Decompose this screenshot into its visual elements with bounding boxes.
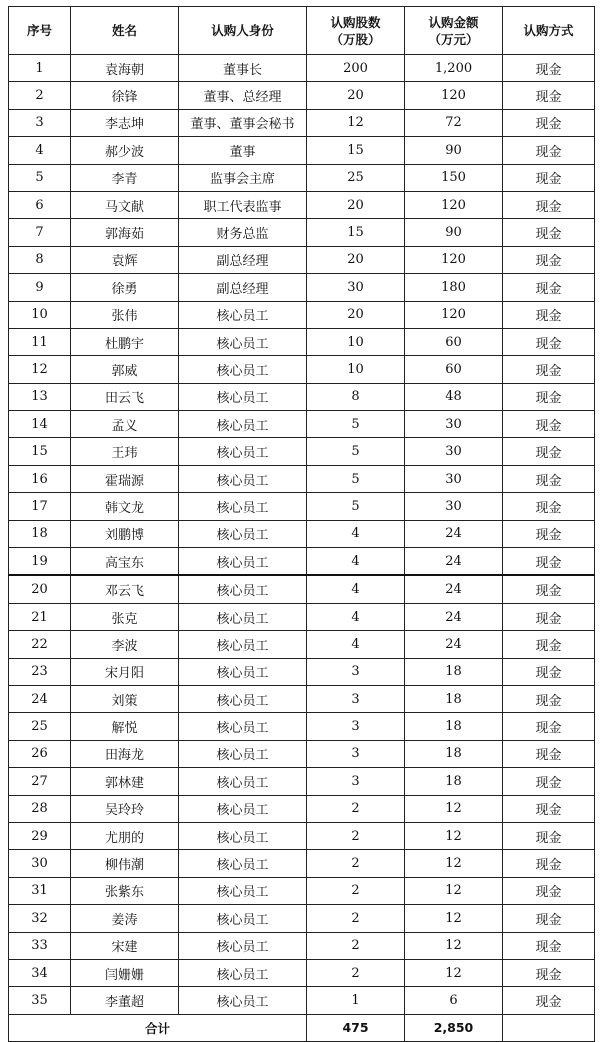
table-body <box>9 55 595 1015</box>
cell-method: 现金 <box>503 575 595 603</box>
cell-shares: 2 <box>307 877 405 904</box>
cell-shares: 25 <box>307 164 405 191</box>
cell-shares: 4 <box>307 520 405 547</box>
table-row <box>9 246 595 273</box>
cell-amount: 60 <box>405 356 503 383</box>
cell-amount: 12 <box>405 877 503 904</box>
cell-index: 13 <box>9 383 71 410</box>
cell-method: 现金 <box>503 905 595 932</box>
cell-amount: 48 <box>405 383 503 410</box>
cell-method: 现金 <box>503 465 595 492</box>
cell-shares: 8 <box>307 383 405 410</box>
cell-index: 8 <box>9 246 71 273</box>
cell-identity: 核心员工 <box>179 493 307 520</box>
table-row <box>9 411 595 438</box>
cell-method: 现金 <box>503 795 595 822</box>
cell-shares: 2 <box>307 822 405 849</box>
cell-name: 马文献 <box>71 191 179 218</box>
cell-shares: 30 <box>307 274 405 301</box>
cell-name: 田云飞 <box>71 383 179 410</box>
table-row <box>9 740 595 767</box>
total-row <box>9 1014 595 1041</box>
cell-identity: 董事、总经理 <box>179 82 307 109</box>
table-header <box>9 7 595 55</box>
cell-method: 现金 <box>503 55 595 82</box>
cell-method: 现金 <box>503 219 595 246</box>
header-text: （万元） <box>428 31 479 47</box>
subscription-table-container <box>8 6 594 1042</box>
cell-method: 现金 <box>503 987 595 1014</box>
cell-shares: 2 <box>307 905 405 932</box>
table-row <box>9 55 595 82</box>
cell-method: 现金 <box>503 658 595 685</box>
cell-identity: 董事长 <box>179 55 307 82</box>
cell-name: 郭威 <box>71 356 179 383</box>
cell-method: 现金 <box>503 383 595 410</box>
cell-index: 24 <box>9 685 71 712</box>
table-row <box>9 438 595 465</box>
cell-amount: 12 <box>405 932 503 959</box>
cell-identity: 副总经理 <box>179 246 307 273</box>
header-text: 序号 <box>26 23 52 38</box>
cell-shares: 5 <box>307 465 405 492</box>
table-row <box>9 356 595 383</box>
cell-name: 王玮 <box>71 438 179 465</box>
cell-index: 26 <box>9 740 71 767</box>
cell-shares: 5 <box>307 411 405 438</box>
table-row <box>9 520 595 547</box>
cell-amount: 90 <box>405 219 503 246</box>
cell-method: 现金 <box>503 356 595 383</box>
header-text: 认购方式 <box>523 23 574 38</box>
table-row <box>9 82 595 109</box>
cell-name: 徐勇 <box>71 274 179 301</box>
cell-index: 10 <box>9 301 71 328</box>
cell-name: 袁海朝 <box>71 55 179 82</box>
header-text: 认购人身份 <box>211 23 274 38</box>
cell-identity: 董事、董事会秘书 <box>179 109 307 136</box>
cell-method: 现金 <box>503 493 595 520</box>
total-shares: 475 <box>307 1014 405 1041</box>
cell-method: 现金 <box>503 548 595 576</box>
table-row <box>9 631 595 658</box>
cell-method: 现金 <box>503 191 595 218</box>
cell-name: 邓云飞 <box>71 575 179 603</box>
table-row <box>9 575 595 603</box>
cell-index: 19 <box>9 548 71 576</box>
cell-name: 闫姗姗 <box>71 959 179 986</box>
cell-shares: 2 <box>307 850 405 877</box>
table-row <box>9 713 595 740</box>
cell-name: 田海龙 <box>71 740 179 767</box>
cell-shares: 5 <box>307 493 405 520</box>
cell-name: 张克 <box>71 603 179 630</box>
cell-name: 郭林建 <box>71 768 179 795</box>
cell-method: 现金 <box>503 768 595 795</box>
cell-name: 柳伟潮 <box>71 850 179 877</box>
cell-index: 5 <box>9 164 71 191</box>
cell-amount: 18 <box>405 740 503 767</box>
table-row <box>9 383 595 410</box>
col-header-index <box>9 7 71 55</box>
cell-name: 吴玲玲 <box>71 795 179 822</box>
cell-method: 现金 <box>503 685 595 712</box>
cell-amount: 90 <box>405 137 503 164</box>
cell-identity: 核心员工 <box>179 685 307 712</box>
cell-shares: 20 <box>307 246 405 273</box>
cell-identity: 副总经理 <box>179 274 307 301</box>
cell-identity: 核心员工 <box>179 356 307 383</box>
header-row <box>9 7 595 55</box>
cell-method: 现金 <box>503 438 595 465</box>
table-row <box>9 274 595 301</box>
cell-identity: 核心员工 <box>179 905 307 932</box>
total-label: 合计 <box>9 1014 307 1041</box>
cell-identity: 核心员工 <box>179 658 307 685</box>
total-amount: 2,850 <box>405 1014 503 1041</box>
cell-method: 现金 <box>503 274 595 301</box>
cell-name: 杜鹏宇 <box>71 328 179 355</box>
cell-identity: 核心员工 <box>179 768 307 795</box>
table-row <box>9 658 595 685</box>
table-row <box>9 137 595 164</box>
cell-index: 28 <box>9 795 71 822</box>
cell-shares: 20 <box>307 301 405 328</box>
cell-index: 35 <box>9 987 71 1014</box>
cell-amount: 18 <box>405 685 503 712</box>
table-row <box>9 548 595 576</box>
cell-name: 韩文龙 <box>71 493 179 520</box>
cell-identity: 核心员工 <box>179 850 307 877</box>
cell-identity: 核心员工 <box>179 411 307 438</box>
cell-amount: 60 <box>405 328 503 355</box>
cell-identity: 核心员工 <box>179 548 307 576</box>
subscription-table <box>8 6 595 1042</box>
cell-method: 现金 <box>503 713 595 740</box>
cell-amount: 30 <box>405 411 503 438</box>
table-footer <box>9 1014 595 1041</box>
cell-shares: 4 <box>307 575 405 603</box>
cell-name: 孟义 <box>71 411 179 438</box>
cell-amount: 120 <box>405 246 503 273</box>
cell-identity: 财务总监 <box>179 219 307 246</box>
header-text: 认购金额 <box>428 14 479 30</box>
cell-amount: 24 <box>405 575 503 603</box>
table-row <box>9 465 595 492</box>
cell-index: 33 <box>9 932 71 959</box>
cell-method: 现金 <box>503 850 595 877</box>
cell-method: 现金 <box>503 603 595 630</box>
cell-amount: 150 <box>405 164 503 191</box>
cell-shares: 3 <box>307 768 405 795</box>
cell-name: 刘鹏博 <box>71 520 179 547</box>
cell-index: 27 <box>9 768 71 795</box>
cell-identity: 核心员工 <box>179 740 307 767</box>
table-row <box>9 877 595 904</box>
table-row <box>9 932 595 959</box>
cell-index: 32 <box>9 905 71 932</box>
cell-name: 李青 <box>71 164 179 191</box>
cell-amount: 30 <box>405 465 503 492</box>
cell-name: 刘策 <box>71 685 179 712</box>
cell-amount: 12 <box>405 822 503 849</box>
cell-name: 姜涛 <box>71 905 179 932</box>
cell-index: 17 <box>9 493 71 520</box>
cell-amount: 120 <box>405 191 503 218</box>
cell-identity: 核心员工 <box>179 795 307 822</box>
cell-amount: 18 <box>405 713 503 740</box>
cell-method: 现金 <box>503 822 595 849</box>
total-method <box>503 1014 595 1041</box>
table-row <box>9 493 595 520</box>
cell-method: 现金 <box>503 877 595 904</box>
cell-shares: 15 <box>307 219 405 246</box>
cell-identity: 核心员工 <box>179 713 307 740</box>
cell-name: 袁辉 <box>71 246 179 273</box>
cell-index: 1 <box>9 55 71 82</box>
cell-index: 6 <box>9 191 71 218</box>
cell-shares: 20 <box>307 82 405 109</box>
table-row <box>9 219 595 246</box>
col-header-identity <box>179 7 307 55</box>
cell-shares: 3 <box>307 685 405 712</box>
cell-name: 霍瑞源 <box>71 465 179 492</box>
cell-index: 34 <box>9 959 71 986</box>
cell-amount: 30 <box>405 438 503 465</box>
cell-index: 9 <box>9 274 71 301</box>
cell-index: 30 <box>9 850 71 877</box>
col-header-shares <box>307 7 405 55</box>
cell-name: 郭海茹 <box>71 219 179 246</box>
table-row <box>9 328 595 355</box>
cell-name: 宋建 <box>71 932 179 959</box>
cell-shares: 4 <box>307 631 405 658</box>
header-text: 姓名 <box>111 23 137 38</box>
cell-index: 3 <box>9 109 71 136</box>
cell-shares: 3 <box>307 740 405 767</box>
cell-method: 现金 <box>503 740 595 767</box>
cell-amount: 24 <box>405 520 503 547</box>
cell-method: 现金 <box>503 109 595 136</box>
col-header-method <box>503 7 595 55</box>
cell-shares: 12 <box>307 109 405 136</box>
cell-method: 现金 <box>503 301 595 328</box>
cell-index: 21 <box>9 603 71 630</box>
cell-method: 现金 <box>503 246 595 273</box>
cell-identity: 监事会主席 <box>179 164 307 191</box>
cell-index: 7 <box>9 219 71 246</box>
cell-amount: 24 <box>405 548 503 576</box>
cell-index: 16 <box>9 465 71 492</box>
cell-index: 11 <box>9 328 71 355</box>
cell-identity: 核心员工 <box>179 575 307 603</box>
cell-name: 李董超 <box>71 987 179 1014</box>
cell-index: 15 <box>9 438 71 465</box>
cell-identity: 董事 <box>179 137 307 164</box>
table-row <box>9 850 595 877</box>
cell-method: 现金 <box>503 328 595 355</box>
cell-shares: 15 <box>307 137 405 164</box>
cell-index: 4 <box>9 137 71 164</box>
cell-name: 张紫东 <box>71 877 179 904</box>
cell-name: 张伟 <box>71 301 179 328</box>
cell-index: 14 <box>9 411 71 438</box>
cell-index: 29 <box>9 822 71 849</box>
table-row <box>9 301 595 328</box>
cell-identity: 核心员工 <box>179 383 307 410</box>
cell-identity: 核心员工 <box>179 301 307 328</box>
table-row <box>9 685 595 712</box>
cell-amount: 12 <box>405 850 503 877</box>
cell-amount: 72 <box>405 109 503 136</box>
cell-index: 31 <box>9 877 71 904</box>
cell-amount: 12 <box>405 905 503 932</box>
cell-method: 现金 <box>503 520 595 547</box>
cell-index: 12 <box>9 356 71 383</box>
cell-amount: 6 <box>405 987 503 1014</box>
cell-method: 现金 <box>503 137 595 164</box>
cell-method: 现金 <box>503 411 595 438</box>
table-row <box>9 109 595 136</box>
cell-shares: 5 <box>307 438 405 465</box>
cell-amount: 12 <box>405 795 503 822</box>
cell-method: 现金 <box>503 932 595 959</box>
cell-shares: 4 <box>307 548 405 576</box>
cell-shares: 1 <box>307 987 405 1014</box>
cell-shares: 10 <box>307 356 405 383</box>
cell-index: 22 <box>9 631 71 658</box>
cell-name: 尤朋的 <box>71 822 179 849</box>
cell-name: 解悦 <box>71 713 179 740</box>
cell-name: 李志坤 <box>71 109 179 136</box>
cell-identity: 核心员工 <box>179 603 307 630</box>
cell-index: 23 <box>9 658 71 685</box>
cell-method: 现金 <box>503 82 595 109</box>
cell-identity: 核心员工 <box>179 465 307 492</box>
cell-amount: 18 <box>405 768 503 795</box>
table-row <box>9 905 595 932</box>
cell-identity: 核心员工 <box>179 438 307 465</box>
cell-shares: 4 <box>307 603 405 630</box>
cell-amount: 120 <box>405 301 503 328</box>
cell-identity: 核心员工 <box>179 987 307 1014</box>
table-row <box>9 191 595 218</box>
cell-identity: 核心员工 <box>179 877 307 904</box>
cell-method: 现金 <box>503 164 595 191</box>
cell-amount: 24 <box>405 631 503 658</box>
table-row <box>9 603 595 630</box>
cell-identity: 核心员工 <box>179 631 307 658</box>
cell-index: 2 <box>9 82 71 109</box>
cell-shares: 2 <box>307 959 405 986</box>
cell-amount: 120 <box>405 82 503 109</box>
cell-name: 郝少波 <box>71 137 179 164</box>
cell-shares: 10 <box>307 328 405 355</box>
cell-shares: 20 <box>307 191 405 218</box>
cell-identity: 核心员工 <box>179 822 307 849</box>
cell-shares: 3 <box>307 713 405 740</box>
cell-name: 李波 <box>71 631 179 658</box>
header-text: 认购股数 <box>330 14 381 30</box>
cell-identity: 职工代表监事 <box>179 191 307 218</box>
table-row <box>9 768 595 795</box>
cell-amount: 1,200 <box>405 55 503 82</box>
table-row <box>9 822 595 849</box>
cell-identity: 核心员工 <box>179 520 307 547</box>
table-row <box>9 164 595 191</box>
cell-method: 现金 <box>503 959 595 986</box>
cell-index: 18 <box>9 520 71 547</box>
table-row <box>9 959 595 986</box>
cell-identity: 核心员工 <box>179 328 307 355</box>
cell-identity: 核心员工 <box>179 932 307 959</box>
cell-method: 现金 <box>503 631 595 658</box>
cell-identity: 核心员工 <box>179 959 307 986</box>
table-row <box>9 987 595 1014</box>
cell-index: 25 <box>9 713 71 740</box>
cell-amount: 24 <box>405 603 503 630</box>
cell-amount: 18 <box>405 658 503 685</box>
col-header-name <box>71 7 179 55</box>
cell-amount: 180 <box>405 274 503 301</box>
cell-name: 宋月阳 <box>71 658 179 685</box>
table-row <box>9 795 595 822</box>
cell-shares: 2 <box>307 932 405 959</box>
col-header-amount <box>405 7 503 55</box>
cell-index: 20 <box>9 575 71 603</box>
cell-amount: 30 <box>405 493 503 520</box>
cell-shares: 200 <box>307 55 405 82</box>
cell-shares: 2 <box>307 795 405 822</box>
header-text: （万股） <box>330 31 381 47</box>
cell-name: 高宝东 <box>71 548 179 576</box>
cell-shares: 3 <box>307 658 405 685</box>
cell-name: 徐锋 <box>71 82 179 109</box>
cell-amount: 12 <box>405 959 503 986</box>
